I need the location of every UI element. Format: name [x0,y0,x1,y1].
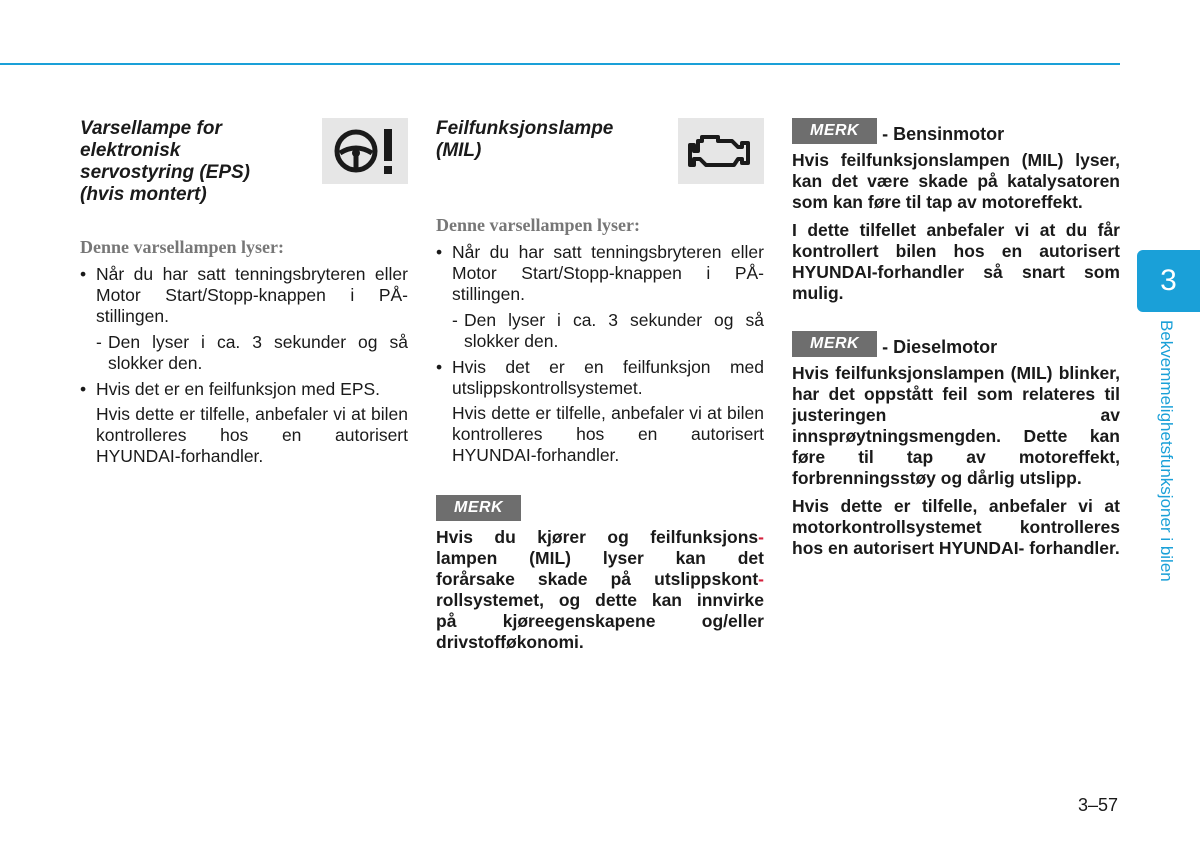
bullet-text: Hvis det er en feilfunksjon med EPS. [96,379,381,399]
merk-petrol-header [792,118,1120,144]
merk-notes-column [792,118,1120,566]
spacer [436,186,764,214]
hyphen-mark: - [758,569,764,589]
merk-line [436,548,764,569]
top-accent-rule [0,63,1120,65]
dash-item: - Den lyser i ca. 3 sekunder og så slokker den. [96,332,408,374]
diesel-paragraph-2: Hvis dette er tilfelle, anbefaler vi at motorkontrollsystemet kontrolleres hos en autorisert HYUNDAI- forhandler. [792,496,1120,558]
list-item [80,379,408,467]
merk-diesel-title: - Dieselmotor [882,337,998,357]
bullet-follow-text: Hvis dette er tilfelle, anbefaler vi at bilen kontrolleres hos en autorisert HYUNDAI-forhandler. [452,403,764,465]
eps-title-line: servostyring (EPS) [80,162,250,183]
spacer [792,311,1120,331]
bullet-follow-text: Hvis dette er tilfelle, anbefaler vi at bilen kontrolleres hos en autorisert HYUNDAI-forhandler. [96,404,408,466]
merk-line-text: lampen (MIL) lyser kan det [436,548,764,568]
mil-bullet-list [436,242,764,466]
eps-bullet-list [80,264,408,467]
check-engine-icon [678,118,764,184]
mil-header [436,118,764,186]
merk-note-text [436,527,764,653]
list-item [80,264,408,374]
eps-title [80,118,300,206]
merk-line-text: rollsystemet, og dette kan innvirke [436,590,764,610]
dash-item: - Den lyser i ca. 3 sekunder og så slokker den. [452,310,764,352]
bullet-text: Når du har satt tenningsbryteren eller Motor Start/Stopp-knappen i PÅ-stillingen. [96,264,408,326]
merk-line-text: forårsake skade på utslippskont [436,569,759,589]
steering-warning-icon [322,118,408,184]
hyphen-mark: - [758,527,764,547]
eps-title-line: (hvis montert) [80,184,207,205]
eps-section [80,118,408,472]
merk-line-text: Hvis du kjører og feilfunksjons [436,527,759,547]
merk-line-text: på kjøreegenskapene og/eller [436,611,764,631]
eps-title-line: elektronisk [80,140,181,161]
merk-line [436,611,764,632]
merk-line [436,527,764,548]
list-item [436,242,764,352]
merk-badge: MERK [436,495,521,521]
mil-title-line: (MIL) [436,140,482,161]
page-number: 3–57 [1078,795,1119,815]
chapter-title: Bekvemmelighetsfunksjoner i bilen [1157,320,1176,582]
mil-title-line: Feilfunksjonslampe [436,118,614,139]
spacer [80,208,408,236]
mil-subheading: Denne varsellampen lyser: [436,215,640,235]
bullet-text: Når du har satt tenningsbryteren eller Motor Start/Stopp-knappen i PÅ-stillingen. [452,242,764,304]
merk-petrol-title: - Bensinmotor [882,124,1005,144]
list-item [436,357,764,466]
merk-diesel-header [792,331,1120,357]
bullet-text: Hvis det er en feilfunksjon med utslippskontrollsystemet. [452,357,764,398]
merk-line [436,632,764,653]
eps-header [80,118,408,208]
merk-badge: MERK [792,118,877,144]
merk-badge: MERK [792,331,877,357]
petrol-paragraph-1: Hvis feilfunksjonslampen (MIL) lyser, kan det være skade på katalysatoren som kan føre til tap av motoreffekt. [792,150,1120,212]
eps-subheading: Denne varsellampen lyser: [80,237,284,257]
chapter-tab: 3 [1137,250,1200,312]
mil-section [436,118,764,660]
spacer [436,471,764,495]
merk-line [436,590,764,611]
eps-title-line: Varsellampe for [80,118,222,139]
mil-title [436,118,656,162]
merk-note-header [436,495,764,521]
merk-line [436,569,764,590]
merk-line-text: drivstofføkonomi. [436,632,584,652]
diesel-paragraph-1: Hvis feilfunksjonslampen (MIL) blinker, har det oppstått feil som relateres til justeringen av innsprøytningsmengden. Dette kan føre til tap av motoreffekt, forbrenningsstøy og dårlig utslipp. [792,363,1120,488]
petrol-paragraph-2: I dette tilfellet anbefaler vi at du får kontrollert bilen hos en autorisert HYUNDAI-forhandler så snart som mulig. [792,220,1120,303]
